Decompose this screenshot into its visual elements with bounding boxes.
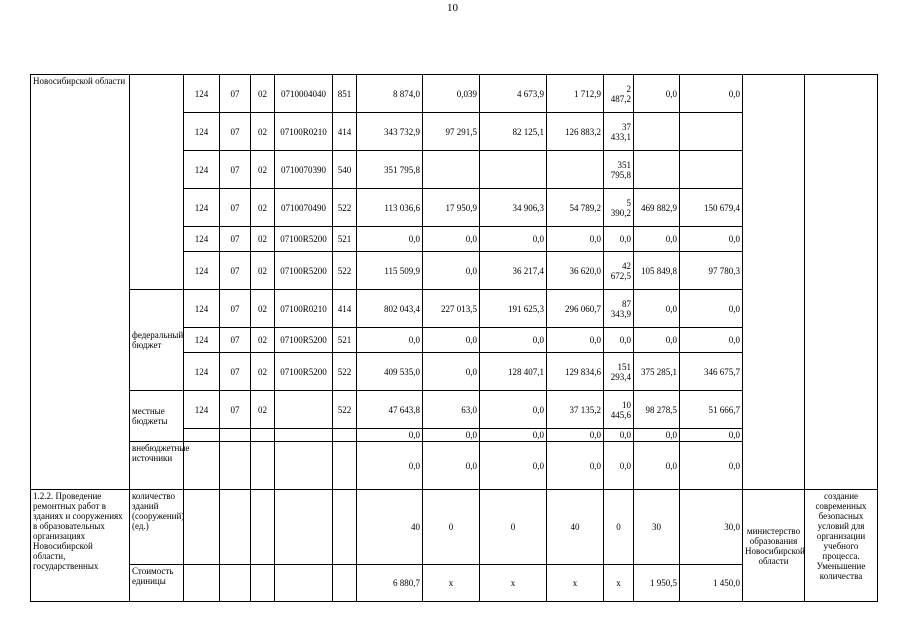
subsection-cell: 02 [251, 151, 275, 189]
section-cell: 07 [220, 113, 251, 151]
year-6-cell: 346 675,7 [680, 353, 743, 391]
total-cell: 0,0 [357, 429, 423, 442]
table-row [31, 75, 878, 113]
year-1-cell: 97 291,5 [423, 113, 480, 151]
year-4-cell: 151 293,4 [604, 353, 634, 391]
year-4-cell: 87 343,9 [604, 290, 634, 328]
total-cell: 0,0 [357, 328, 423, 353]
year-6-cell: 0,0 [680, 328, 743, 353]
local-budget-label: местные бюджеты [130, 391, 184, 442]
target-article-cell [275, 442, 333, 490]
expense-type-cell: 522 [333, 391, 357, 429]
subsection-cell: 02 [251, 113, 275, 151]
year-cell: x [547, 565, 604, 602]
grbs-cell: 124 [184, 353, 220, 391]
grbs-cell [184, 429, 220, 442]
year-1-cell: 0,0 [423, 252, 480, 290]
year-cell: 40 [547, 490, 604, 565]
total-cell: 351 795,8 [357, 151, 423, 189]
region-label-cell: Новосибирской области [31, 75, 130, 490]
year-5-cell: 469 882,9 [634, 189, 680, 227]
year-4-cell: 10 445,6 [604, 391, 634, 429]
target-article-cell: 07100R5200 [275, 328, 333, 353]
year-3-cell: 129 834,6 [547, 353, 604, 391]
year-5-cell: 375 285,1 [634, 353, 680, 391]
year-2-cell: 0,0 [480, 328, 547, 353]
grbs-cell: 124 [184, 290, 220, 328]
year-2-cell: 82 125,1 [480, 113, 547, 151]
grbs-cell: 124 [184, 252, 220, 290]
expense-type-cell: 521 [333, 328, 357, 353]
year-6-cell: 97 780,3 [680, 252, 743, 290]
year-6-cell: 150 679,4 [680, 189, 743, 227]
year-2-cell [480, 151, 547, 189]
target-article-cell: 0710070390 [275, 151, 333, 189]
target-article-cell: 07100R0210 [275, 290, 333, 328]
year-1-cell: 0,039 [423, 75, 480, 113]
expense-type-cell: 521 [333, 227, 357, 252]
year-5-cell: 0,0 [634, 442, 680, 490]
year-5-cell: 0,0 [634, 429, 680, 442]
year-5-cell: 98 278,5 [634, 391, 680, 429]
expense-type-cell: 414 [333, 290, 357, 328]
year-2-cell: 0,0 [480, 429, 547, 442]
total-cell: 47 643,8 [357, 391, 423, 429]
year-6-cell: 0,0 [680, 227, 743, 252]
target-article-cell: 0710070490 [275, 189, 333, 227]
year-1-cell: 0,0 [423, 442, 480, 490]
target-article-cell [275, 490, 333, 565]
expense-type-cell [333, 442, 357, 490]
indicator-quantity-label: количество зданий (сооружений) (ед.) [130, 490, 184, 565]
year-2-cell: 0,0 [480, 442, 547, 490]
year-3-cell: 0,0 [547, 442, 604, 490]
year-5-cell: 0,0 [634, 75, 680, 113]
target-article-cell [275, 429, 333, 442]
total-cell: 0,0 [357, 227, 423, 252]
year-4-cell: 0,0 [604, 328, 634, 353]
year-cell: 0 [604, 490, 634, 565]
year-1-cell [423, 151, 480, 189]
grbs-cell: 124 [184, 227, 220, 252]
subsection-cell: 02 [251, 290, 275, 328]
total-cell: 0,0 [357, 442, 423, 490]
total-cell: 6 880,7 [357, 565, 423, 602]
grbs-cell: 124 [184, 189, 220, 227]
year-1-cell: 0,0 [423, 429, 480, 442]
subsection-cell [251, 565, 275, 602]
year-6-cell [680, 113, 743, 151]
expense-type-cell [333, 429, 357, 442]
grbs-cell [184, 565, 220, 602]
year-5-cell [634, 113, 680, 151]
subsection-cell [251, 442, 275, 490]
executor-blank-cell [743, 75, 805, 490]
year-3-cell: 36 620,0 [547, 252, 604, 290]
subsection-cell: 02 [251, 353, 275, 391]
subsection-cell [251, 490, 275, 565]
year-6-cell: 0,0 [680, 290, 743, 328]
year-4-cell: 2 487,2 [604, 75, 634, 113]
federal-budget-label: федеральный бюджет [130, 290, 184, 391]
year-1-cell: 227 013,5 [423, 290, 480, 328]
target-article-cell: 07100R5200 [275, 227, 333, 252]
year-4-cell: 0,0 [604, 442, 634, 490]
year-1-cell: 0,0 [423, 328, 480, 353]
target-article-cell [275, 565, 333, 602]
section-cell: 07 [220, 227, 251, 252]
year-2-cell: 0,0 [480, 391, 547, 429]
year-4-cell: 0,0 [604, 429, 634, 442]
total-cell: 40 [357, 490, 423, 565]
year-cell: 1 950,5 [634, 565, 680, 602]
year-3-cell: 0,0 [547, 429, 604, 442]
year-2-cell: 4 673,9 [480, 75, 547, 113]
total-cell: 409 535,0 [357, 353, 423, 391]
target-article-cell: 0710004040 [275, 75, 333, 113]
subsection-cell: 02 [251, 252, 275, 290]
program-table [30, 74, 878, 602]
expense-type-cell: 851 [333, 75, 357, 113]
page-number: 10 [447, 2, 458, 14]
year-3-cell: 37 135,2 [547, 391, 604, 429]
year-6-cell: 0,0 [680, 442, 743, 490]
expense-type-cell: 522 [333, 353, 357, 391]
expense-type-cell [333, 565, 357, 602]
section-cell [220, 490, 251, 565]
indicator-cost-label: Стоимость единицы [130, 565, 184, 602]
year-1-cell: 63,0 [423, 391, 480, 429]
year-cell: x [480, 565, 547, 602]
year-3-cell [547, 151, 604, 189]
section-cell: 07 [220, 189, 251, 227]
year-3-cell: 0,0 [547, 328, 604, 353]
total-cell: 113 036,6 [357, 189, 423, 227]
year-cell: 30,0 [680, 490, 743, 565]
year-3-cell: 126 883,2 [547, 113, 604, 151]
year-cell: 1 450,0 [680, 565, 743, 602]
grbs-cell: 124 [184, 328, 220, 353]
section-cell: 07 [220, 252, 251, 290]
subsection-cell: 02 [251, 75, 275, 113]
total-cell: 802 043,4 [357, 290, 423, 328]
year-3-cell: 296 060,7 [547, 290, 604, 328]
year-cell: 0 [423, 490, 480, 565]
result-cell: создание современных безопасных условий для организации учебного процесса. Уменьшение количества [805, 490, 878, 602]
year-1-cell: 17 950,9 [423, 189, 480, 227]
year-4-cell: 42 672,5 [604, 252, 634, 290]
section-cell: 07 [220, 353, 251, 391]
expense-type-cell: 414 [333, 113, 357, 151]
section-cell: 07 [220, 328, 251, 353]
year-6-cell [680, 151, 743, 189]
year-2-cell: 191 625,3 [480, 290, 547, 328]
source-blank-cell [130, 75, 184, 290]
year-2-cell: 0,0 [480, 227, 547, 252]
year-5-cell: 105 849,8 [634, 252, 680, 290]
subsection-cell: 02 [251, 189, 275, 227]
year-5-cell: 0,0 [634, 227, 680, 252]
year-4-cell: 37 433,1 [604, 113, 634, 151]
subsection-cell: 02 [251, 227, 275, 252]
extra-budget-label: внебюджетные источники [130, 442, 184, 490]
subsection-cell [251, 429, 275, 442]
year-4-cell: 5 390,2 [604, 189, 634, 227]
total-cell: 115 509,9 [357, 252, 423, 290]
year-3-cell: 54 789,2 [547, 189, 604, 227]
year-6-cell: 0,0 [680, 429, 743, 442]
year-cell: x [423, 565, 480, 602]
year-6-cell: 51 666,7 [680, 391, 743, 429]
table-row [31, 490, 878, 565]
grbs-cell [184, 490, 220, 565]
year-cell: 0 [480, 490, 547, 565]
year-6-cell: 0,0 [680, 75, 743, 113]
year-3-cell: 0,0 [547, 227, 604, 252]
section-cell: 07 [220, 75, 251, 113]
year-cell: x [604, 565, 634, 602]
year-2-cell: 128 407,1 [480, 353, 547, 391]
section-cell [220, 442, 251, 490]
section-cell: 07 [220, 290, 251, 328]
section-cell [220, 565, 251, 602]
total-cell: 343 732,9 [357, 113, 423, 151]
year-1-cell: 0,0 [423, 353, 480, 391]
year-3-cell: 1 712,9 [547, 75, 604, 113]
expense-type-cell: 522 [333, 189, 357, 227]
target-article-cell: 07100R0210 [275, 113, 333, 151]
year-5-cell: 0,0 [634, 290, 680, 328]
section-cell: 07 [220, 391, 251, 429]
year-1-cell: 0,0 [423, 227, 480, 252]
subsection-cell: 02 [251, 328, 275, 353]
expense-type-cell: 522 [333, 252, 357, 290]
year-5-cell [634, 151, 680, 189]
measure-1-2-2-label: 1.2.2. Проведение ремонтных работ в зданиях и сооружениях в образовательных организациях Новосибирской области, государственных [31, 490, 130, 602]
year-4-cell: 351 795,8 [604, 151, 634, 189]
year-2-cell: 36 217,4 [480, 252, 547, 290]
grbs-cell: 124 [184, 113, 220, 151]
grbs-cell: 124 [184, 391, 220, 429]
year-5-cell: 0,0 [634, 328, 680, 353]
grbs-cell: 124 [184, 151, 220, 189]
expense-type-cell: 540 [333, 151, 357, 189]
expense-type-cell [333, 490, 357, 565]
year-4-cell: 0,0 [604, 227, 634, 252]
executor-cell: министерство образования Новосибирской области [743, 490, 805, 602]
section-cell: 07 [220, 151, 251, 189]
target-article-cell [275, 391, 333, 429]
target-article-cell: 07100R5200 [275, 353, 333, 391]
year-2-cell: 34 906,3 [480, 189, 547, 227]
year-cell: 30 [634, 490, 680, 565]
subsection-cell: 02 [251, 391, 275, 429]
section-cell [220, 429, 251, 442]
target-article-cell: 07100R5200 [275, 252, 333, 290]
grbs-cell: 124 [184, 75, 220, 113]
total-cell: 8 874,0 [357, 75, 423, 113]
result-blank-cell [805, 75, 878, 490]
